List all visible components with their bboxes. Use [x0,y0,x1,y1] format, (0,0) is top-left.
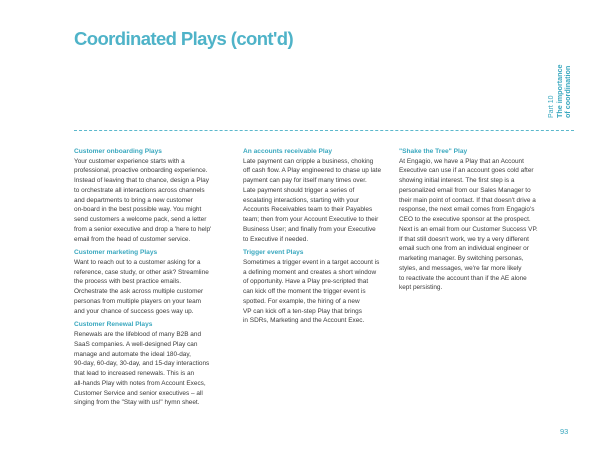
body-line: VP can kick off a ten-step Play that brings [243,307,362,315]
section-customer-marketing [74,248,244,316]
body-line: off cash flow. A Play engineered to chase up late [243,167,382,175]
body-line: can kick off the moment the trigger event is [243,288,366,296]
body-line: marketing manager. By switching personas, [399,255,524,263]
body-line: to reactivate the account than if the AE alone [399,274,527,282]
body-line: Orchestrate the ask across multiple customer [74,288,204,296]
section-body [243,157,401,245]
column-middle [243,147,401,330]
body-line: a defining moment and creates a short window [243,268,377,276]
body-line: that lead to increased renewals. This is an [74,370,195,378]
body-line: payment can pay for itself many times over. [243,177,367,185]
section-heading: Customer Renewal Plays [74,321,153,329]
column-right [399,147,573,297]
section-accounts-receivable [243,147,401,244]
body-line: Renewals are the lifeblood of many B2B and [74,331,202,339]
body-line: personas from multiple players on your team [74,297,202,305]
body-line: in SDRs, Marketing and the Account Exec. [243,317,365,325]
body-line: styles, and messages, we're far more likely [399,264,522,272]
body-line: from a senior executive and drop a 'here to help' [74,225,212,233]
body-line: on-board in the best possible way. You might [74,206,202,214]
dashed-divider [74,130,574,131]
body-line: spotted. For example, the hiring of a new [243,297,360,305]
body-line: and your chance of success goes way up. [74,307,194,315]
body-line: singing from the "Stay with us!" hymn sheet. [74,399,200,407]
body-line: kept persisting. [399,284,443,292]
part-title-line-1: The importance [555,64,564,118]
body-line: email from the head of customer service. [74,235,191,243]
body-line: team; then from your Account Executive to their [243,216,379,224]
body-line: the process with best practice emails. [74,278,181,286]
body-line: response, the next email comes from Engagio's [399,206,535,214]
body-line: CEO to the executive sponsor at the prospect. [399,216,531,224]
body-line: If that still doesn't work, we try a very different [399,235,529,243]
section-side-label [548,64,572,118]
section-body [243,258,401,326]
body-line: Sometimes a trigger event in a target account is [243,258,380,266]
body-line: SaaS companies. A well-designed Play can [74,340,198,348]
section-heading: An accounts receivable Play [243,148,333,155]
column-left [74,147,244,412]
section-customer-renewal [74,320,244,408]
body-line: their main point of contact. If that doesn't drive a [399,196,536,204]
body-line: personalized email from our Sales Manager to [399,186,531,194]
body-line: 90-day, 60-day, 30-day, and 15-day interactions [74,360,210,368]
page-number: 93 [560,427,569,436]
body-line: Accounts Receivables team to their Payables [243,206,373,214]
body-line: professional, proactive onboarding experience. [74,167,208,175]
section-heading: Customer marketing Plays [74,249,158,257]
section-heading: Trigger event Plays [243,249,304,257]
section-shake-the-tree [399,147,573,293]
section-body [399,157,573,294]
body-line: all-hands Play with notes from Account Execs, [74,379,206,387]
body-line: Executive can use if an account goes cold after [399,167,534,175]
body-line: to orchestrate all interactions across channels [74,186,205,194]
body-line: Your customer experience starts with a [74,157,185,165]
body-line: of opportunity. Have a Play pre-scripted that [243,278,369,286]
body-line: reference, case study, or other ask? Streamline [74,268,209,276]
body-line: email such one from an individual engineer or [399,245,529,253]
section-body [74,157,244,245]
section-body [74,330,244,408]
body-line: and departments to bring a new customer [74,196,193,204]
body-line: manage and automate the ideal 180-day, [74,350,191,358]
part-title-line-2: of coordination [563,65,572,118]
body-line: Instead of leaving that to chance, design a Play [74,177,209,185]
body-line: showing initial interest. The first step is a [399,177,515,185]
section-trigger-event [243,248,401,326]
section-body [74,258,244,317]
body-line: escalating interactions, starting with your [243,196,359,204]
page-title: Coordinated Plays (cont'd) [74,28,294,49]
body-line: At Engagio, we have a Play that an Account [399,157,524,165]
body-line: to Executive if needed. [243,235,309,243]
section-heading: Customer onboarding Plays [74,148,162,155]
body-line: Late payment can cripple a business, choking [243,157,374,165]
section-heading: "Shake the Tree" Play [399,148,468,155]
body-line: Customer Service and senior executives – all [74,389,203,397]
body-line: Late payment should trigger a series of [243,186,355,194]
part-number: Part 10 [548,95,555,118]
section-customer-onboarding [74,147,244,244]
body-line: Want to reach out to a customer asking for a [74,258,201,266]
body-line: send customers a welcome pack, send a letter [74,216,207,224]
body-line: Business User; and finally from your Executive [243,225,376,233]
body-line: Next is an email from our Customer Success VP. [399,225,538,233]
